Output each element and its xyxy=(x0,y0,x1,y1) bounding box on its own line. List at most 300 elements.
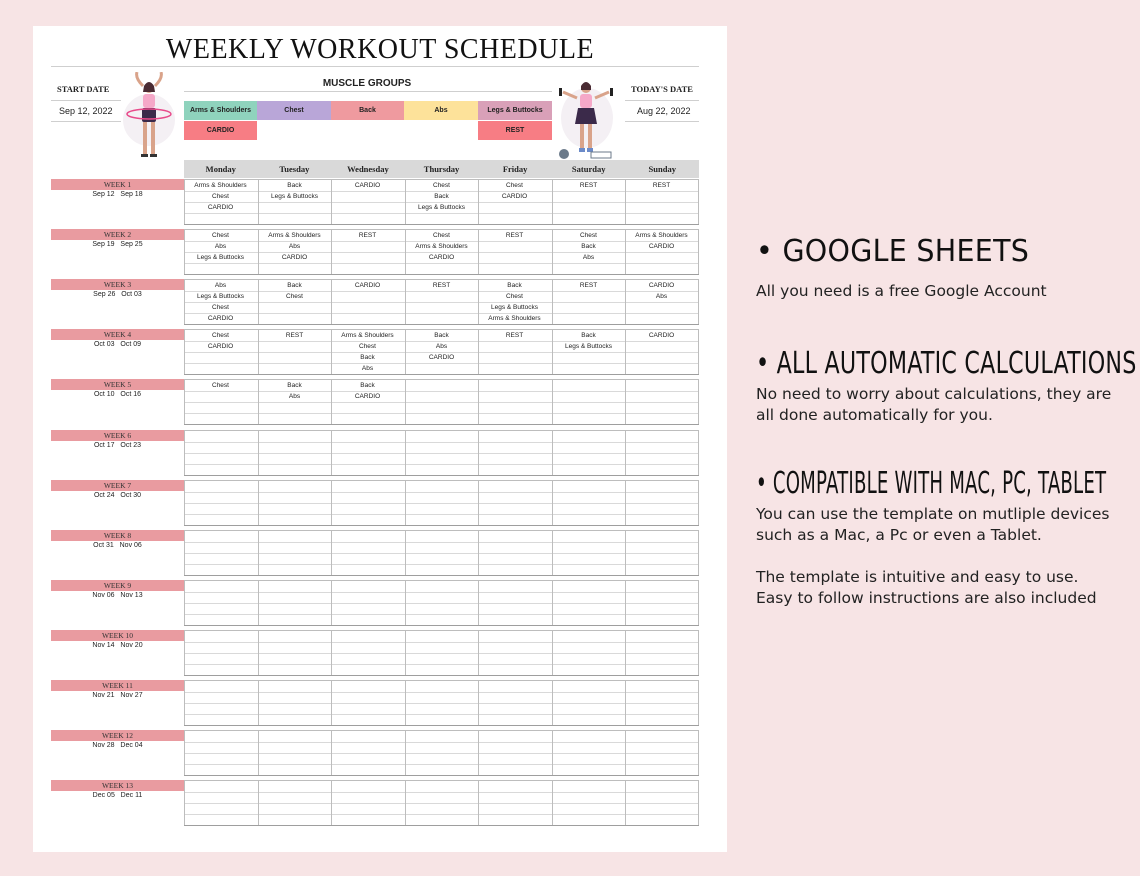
column-divider xyxy=(258,581,259,625)
feature-easy-to-use xyxy=(756,567,1101,609)
schedule-cell[interactable]: Legs & Buttocks xyxy=(491,304,538,311)
schedule-cell[interactable]: REST xyxy=(652,182,671,189)
week-label: WEEK 3 xyxy=(51,279,184,290)
schedule-cell[interactable] xyxy=(331,241,404,252)
schedule-cell[interactable] xyxy=(184,263,257,274)
week-dates: Sep 19 Sep 25 xyxy=(92,241,143,248)
column-divider xyxy=(552,531,553,575)
week-grid xyxy=(184,730,699,776)
schedule-cell[interactable] xyxy=(184,363,257,374)
column-divider xyxy=(331,631,332,675)
schedule-cell[interactable] xyxy=(331,313,404,324)
schedule-cell[interactable] xyxy=(625,202,698,213)
schedule-cell[interactable]: Legs & Buttocks xyxy=(418,204,465,211)
column-divider xyxy=(552,481,553,525)
divider xyxy=(51,100,121,101)
start-date-value[interactable]: Sep 12, 2022 xyxy=(59,106,113,116)
column-divider xyxy=(698,330,699,374)
row-divider xyxy=(184,464,699,465)
schedule-cell[interactable] xyxy=(405,380,478,391)
schedule-cell[interactable]: Abs xyxy=(582,254,595,261)
schedule-cell[interactable] xyxy=(625,252,698,263)
muscle-groups-title: MUSCLE GROUPS xyxy=(322,78,412,89)
schedule-cell[interactable] xyxy=(478,352,551,363)
column-divider xyxy=(698,681,699,725)
row-divider xyxy=(184,553,699,554)
schedule-cell[interactable] xyxy=(405,363,478,374)
schedule-cell[interactable]: Chest xyxy=(359,343,376,350)
column-divider xyxy=(405,431,406,475)
column-divider xyxy=(698,230,699,274)
schedule-cell[interactable]: Arms & Shoulders xyxy=(268,232,321,239)
week-label: WEEK 10 xyxy=(51,630,184,641)
day-header: Thursday xyxy=(423,164,460,174)
schedule-cell[interactable]: Chest xyxy=(506,182,523,189)
column-divider xyxy=(184,531,185,575)
divider xyxy=(625,121,699,122)
schedule-cell[interactable] xyxy=(625,191,698,202)
schedule-cell[interactable] xyxy=(258,313,331,324)
muscle-group-abs: Abs xyxy=(404,101,478,120)
schedule-cell[interactable] xyxy=(258,213,331,224)
schedule-sheet xyxy=(33,26,727,852)
schedule-cell[interactable] xyxy=(478,363,551,374)
feature-automatic-calculations xyxy=(756,346,1140,426)
row-divider xyxy=(184,542,699,543)
week-dates: Sep 26 Oct 03 xyxy=(93,291,142,298)
column-divider xyxy=(698,431,699,475)
schedule-cell[interactable] xyxy=(258,341,331,352)
schedule-cell[interactable] xyxy=(258,352,331,363)
schedule-cell[interactable] xyxy=(405,313,478,324)
row-divider xyxy=(184,453,699,454)
muscle-group-rest: REST xyxy=(478,121,552,140)
column-divider xyxy=(184,781,185,825)
schedule-cell[interactable] xyxy=(405,391,478,402)
week-grid xyxy=(184,680,699,726)
week-dates: Oct 10 Oct 16 xyxy=(93,391,142,398)
schedule-cell[interactable] xyxy=(552,191,625,202)
row-divider xyxy=(184,803,699,804)
schedule-cell[interactable] xyxy=(184,213,257,224)
column-divider xyxy=(405,481,406,525)
schedule-cell[interactable] xyxy=(258,363,331,374)
title-divider xyxy=(51,66,699,67)
week-label: WEEK 11 xyxy=(51,680,184,691)
column-divider xyxy=(698,481,699,525)
column-divider xyxy=(331,431,332,475)
schedule-cell[interactable] xyxy=(625,313,698,324)
schedule-cell[interactable] xyxy=(625,352,698,363)
column-divider xyxy=(405,581,406,625)
schedule-cell[interactable] xyxy=(478,402,551,413)
week-grid xyxy=(184,379,699,425)
schedule-cell[interactable] xyxy=(625,380,698,391)
schedule-cell[interactable] xyxy=(331,213,404,224)
schedule-cell[interactable] xyxy=(625,302,698,313)
column-divider xyxy=(625,581,626,625)
divider xyxy=(184,91,552,92)
schedule-cell[interactable]: REST xyxy=(505,332,524,339)
schedule-cell[interactable]: Chest xyxy=(212,382,229,389)
column-divider xyxy=(405,731,406,775)
row-divider xyxy=(184,642,699,643)
column-divider xyxy=(698,180,699,224)
divider xyxy=(51,121,121,122)
feature-heading: • GOOGLE SHEETS xyxy=(756,234,1030,269)
week-label: WEEK 12 xyxy=(51,730,184,741)
column-divider xyxy=(258,631,259,675)
column-divider xyxy=(698,531,699,575)
column-divider xyxy=(331,581,332,625)
day-header: Sunday xyxy=(648,164,676,174)
column-divider xyxy=(405,531,406,575)
column-divider xyxy=(184,481,185,525)
divider xyxy=(625,100,699,101)
week-grid xyxy=(184,630,699,676)
schedule-cell[interactable]: CARDIO xyxy=(354,393,381,400)
schedule-cell[interactable]: Chest xyxy=(433,232,450,239)
schedule-cell[interactable] xyxy=(478,213,551,224)
schedule-cell[interactable]: Arms & Shoulders xyxy=(415,243,468,250)
muscle-group-chest: Chest xyxy=(257,101,331,120)
column-divider xyxy=(478,431,479,475)
schedule-cell[interactable]: Arms & Shoulders xyxy=(635,232,688,239)
day-header: Monday xyxy=(205,164,236,174)
row-divider xyxy=(184,514,699,515)
column-divider xyxy=(478,681,479,725)
column-divider xyxy=(258,731,259,775)
column-divider xyxy=(698,280,699,324)
column-divider xyxy=(478,481,479,525)
feature-text: The template is intuitive and easy to use. Easy to follow instructions are also included xyxy=(756,568,1097,607)
column-divider xyxy=(331,781,332,825)
column-divider xyxy=(184,681,185,725)
schedule-cell[interactable] xyxy=(331,252,404,263)
schedule-cell[interactable] xyxy=(405,302,478,313)
column-divider xyxy=(552,631,553,675)
schedule-cell[interactable]: CARDIO xyxy=(354,182,381,189)
row-divider xyxy=(184,792,699,793)
row-divider xyxy=(184,614,699,615)
row-divider xyxy=(184,814,699,815)
column-divider xyxy=(625,681,626,725)
schedule-cell[interactable]: CARDIO xyxy=(648,282,675,289)
week-dates: Oct 17 Oct 23 xyxy=(93,442,142,449)
schedule-cell[interactable] xyxy=(405,413,478,424)
schedule-cell[interactable]: Abs xyxy=(361,365,374,372)
todays-date-label: TODAY'S DATE xyxy=(631,84,693,94)
column-divider xyxy=(552,681,553,725)
schedule-cell[interactable] xyxy=(552,302,625,313)
column-divider xyxy=(405,631,406,675)
week-grid xyxy=(184,279,699,325)
column-divider xyxy=(552,581,553,625)
week-label: WEEK 13 xyxy=(51,780,184,791)
column-divider xyxy=(698,781,699,825)
row-divider xyxy=(184,703,699,704)
column-divider xyxy=(331,731,332,775)
schedule-cell[interactable] xyxy=(331,191,404,202)
page-title: WEEKLY WORKOUT SCHEDULE xyxy=(165,34,595,65)
feature-heading: • ALL AUTOMATIC CALCULATIONS xyxy=(756,346,1137,381)
feature-text: You can use the template on mutliple devices such as a Mac, a Pc or even a Tablet. xyxy=(756,505,1110,544)
column-divider xyxy=(258,481,259,525)
column-divider xyxy=(552,731,553,775)
week-label: WEEK 4 xyxy=(51,329,184,340)
schedule-cell[interactable] xyxy=(552,263,625,274)
column-divider xyxy=(478,581,479,625)
day-header: Wednesday xyxy=(347,164,389,174)
schedule-cell[interactable] xyxy=(625,213,698,224)
schedule-cell[interactable]: CARDIO xyxy=(648,332,675,339)
schedule-cell[interactable] xyxy=(625,341,698,352)
schedule-cell[interactable]: Arms & Shoulders xyxy=(488,315,541,322)
schedule-cell[interactable] xyxy=(552,313,625,324)
schedule-cell[interactable] xyxy=(405,291,478,302)
schedule-cell[interactable]: CARDIO xyxy=(648,243,675,250)
week-dates: Sep 12 Sep 18 xyxy=(92,191,143,198)
column-divider xyxy=(405,681,406,725)
schedule-cell[interactable] xyxy=(625,413,698,424)
column-divider xyxy=(625,431,626,475)
schedule-cell[interactable]: REST xyxy=(579,182,598,189)
week-dates: Oct 03 Oct 09 xyxy=(93,341,142,348)
schedule-cell[interactable]: Arms & Shoulders xyxy=(341,332,394,339)
column-divider xyxy=(625,481,626,525)
row-divider xyxy=(184,492,699,493)
schedule-cell[interactable]: Abs xyxy=(288,393,301,400)
schedule-cell[interactable]: Legs & Buttocks xyxy=(197,254,244,261)
schedule-cell[interactable] xyxy=(331,202,404,213)
column-divider xyxy=(625,531,626,575)
schedule-cell[interactable]: Chest xyxy=(506,293,523,300)
week-dates: Oct 24 Oct 30 xyxy=(93,492,142,499)
schedule-cell[interactable]: CARDIO xyxy=(281,254,308,261)
schedule-cell[interactable] xyxy=(405,402,478,413)
schedule-cell[interactable] xyxy=(258,413,331,424)
schedule-cell[interactable]: Back xyxy=(581,243,596,250)
week-dates: Nov 14 Nov 20 xyxy=(92,642,143,649)
week-grid xyxy=(184,179,699,225)
schedule-cell[interactable] xyxy=(258,263,331,274)
schedule-cell[interactable] xyxy=(331,302,404,313)
week-grid xyxy=(184,329,699,375)
schedule-cell[interactable]: Abs xyxy=(655,293,668,300)
row-divider xyxy=(184,442,699,443)
column-divider xyxy=(405,781,406,825)
week-grid xyxy=(184,480,699,526)
column-divider xyxy=(331,531,332,575)
column-divider xyxy=(552,431,553,475)
schedule-cell[interactable] xyxy=(478,252,551,263)
feature-text: No need to worry about calculations, they are all done automatically for you. xyxy=(756,385,1112,424)
schedule-cell[interactable]: Abs xyxy=(214,282,227,289)
column-divider xyxy=(258,681,259,725)
schedule-cell[interactable]: Chest xyxy=(286,293,303,300)
schedule-cell[interactable] xyxy=(258,202,331,213)
schedule-cell[interactable] xyxy=(478,341,551,352)
schedule-cell[interactable] xyxy=(478,413,551,424)
schedule-cell[interactable] xyxy=(331,402,404,413)
week-label: WEEK 6 xyxy=(51,430,184,441)
week-grid xyxy=(184,580,699,626)
todays-date-value[interactable]: Aug 22, 2022 xyxy=(637,106,691,116)
schedule-cell[interactable] xyxy=(331,291,404,302)
schedule-cell[interactable]: REST xyxy=(579,282,598,289)
column-divider xyxy=(552,781,553,825)
schedule-cell[interactable] xyxy=(258,302,331,313)
schedule-cell[interactable] xyxy=(258,402,331,413)
schedule-cell[interactable] xyxy=(625,263,698,274)
schedule-cell[interactable] xyxy=(552,413,625,424)
schedule-cell[interactable]: Back xyxy=(434,193,449,200)
schedule-cell[interactable]: CARDIO xyxy=(207,343,234,350)
schedule-cell[interactable] xyxy=(552,363,625,374)
schedule-cell[interactable]: Chest xyxy=(212,193,229,200)
schedule-cell[interactable]: Legs & Buttocks xyxy=(271,193,318,200)
schedule-cell[interactable]: Chest xyxy=(433,182,450,189)
column-divider xyxy=(258,531,259,575)
schedule-cell[interactable]: Chest xyxy=(212,332,229,339)
schedule-cell[interactable] xyxy=(478,263,551,274)
schedule-cell[interactable] xyxy=(184,352,257,363)
week-grid xyxy=(184,229,699,275)
schedule-cell[interactable]: Chest xyxy=(212,304,229,311)
row-divider xyxy=(184,753,699,754)
schedule-cell[interactable] xyxy=(552,352,625,363)
row-divider xyxy=(184,603,699,604)
schedule-cell[interactable] xyxy=(478,241,551,252)
column-divider xyxy=(184,731,185,775)
schedule-cell[interactable] xyxy=(478,202,551,213)
feature-compatibility xyxy=(756,466,1140,546)
feature-text: All you need is a free Google Account xyxy=(756,282,1047,300)
schedule-cell[interactable]: Back xyxy=(360,354,375,361)
hula-hoop-woman-illustration xyxy=(121,72,177,164)
schedule-cell[interactable] xyxy=(331,263,404,274)
schedule-cell[interactable]: Legs & Buttocks xyxy=(197,293,244,300)
schedule-cell[interactable]: REST xyxy=(285,332,304,339)
muscle-group-legs-buttocks: Legs & Buttocks xyxy=(478,101,552,120)
schedule-cell[interactable] xyxy=(625,363,698,374)
muscle-group-cardio: CARDIO xyxy=(184,121,257,140)
schedule-cell[interactable]: CARDIO xyxy=(207,204,234,211)
schedule-cell[interactable] xyxy=(552,291,625,302)
schedule-cell[interactable] xyxy=(552,402,625,413)
week-dates: Nov 21 Nov 27 xyxy=(92,692,143,699)
week-grid xyxy=(184,530,699,576)
schedule-cell[interactable]: CARDIO xyxy=(428,254,455,261)
week-label: WEEK 1 xyxy=(51,179,184,190)
schedule-cell[interactable]: CARDIO xyxy=(354,282,381,289)
column-divider xyxy=(478,731,479,775)
schedule-cell[interactable] xyxy=(552,380,625,391)
schedule-cell[interactable] xyxy=(405,263,478,274)
schedule-cell[interactable]: CARDIO xyxy=(207,315,234,322)
week-grid xyxy=(184,430,699,476)
dumbbell-woman-illustration xyxy=(555,74,617,160)
column-divider xyxy=(625,631,626,675)
schedule-cell[interactable] xyxy=(184,391,257,402)
schedule-cell[interactable] xyxy=(184,402,257,413)
column-divider xyxy=(331,681,332,725)
column-divider xyxy=(625,781,626,825)
schedule-cell[interactable] xyxy=(625,402,698,413)
column-divider xyxy=(698,731,699,775)
column-divider xyxy=(625,731,626,775)
schedule-cell[interactable] xyxy=(552,213,625,224)
row-divider xyxy=(184,653,699,654)
column-divider xyxy=(478,531,479,575)
schedule-cell[interactable] xyxy=(478,380,551,391)
schedule-cell[interactable]: Back xyxy=(581,332,596,339)
week-label: WEEK 5 xyxy=(51,379,184,390)
row-divider xyxy=(184,564,699,565)
column-divider xyxy=(331,481,332,525)
schedule-cell[interactable]: Abs xyxy=(288,243,301,250)
schedule-cell[interactable]: Abs xyxy=(435,343,448,350)
schedule-cell[interactable]: Chest xyxy=(212,232,229,239)
row-divider xyxy=(184,742,699,743)
column-divider xyxy=(258,431,259,475)
schedule-cell[interactable]: Arms & Shoulders xyxy=(194,182,247,189)
week-dates: Dec 05 Dec 11 xyxy=(92,792,143,799)
feature-google-sheets xyxy=(756,234,1047,302)
schedule-cell[interactable] xyxy=(552,202,625,213)
schedule-cell[interactable]: Abs xyxy=(214,243,227,250)
schedule-cell[interactable]: Back xyxy=(507,282,522,289)
schedule-cell[interactable] xyxy=(478,391,551,402)
column-divider xyxy=(698,631,699,675)
schedule-cell[interactable]: REST xyxy=(358,232,377,239)
schedule-cell[interactable]: CARDIO xyxy=(501,193,528,200)
muscle-group-back: Back xyxy=(331,101,404,120)
week-label: WEEK 2 xyxy=(51,229,184,240)
schedule-cell[interactable]: Back xyxy=(434,332,449,339)
schedule-cell[interactable]: Back xyxy=(287,182,302,189)
week-dates: Nov 28 Dec 04 xyxy=(92,742,143,749)
schedule-cell[interactable]: REST xyxy=(505,232,524,239)
row-divider xyxy=(184,664,699,665)
schedule-cell[interactable]: Back xyxy=(287,282,302,289)
row-divider xyxy=(184,764,699,765)
week-grid xyxy=(184,780,699,826)
schedule-cell[interactable]: Back xyxy=(287,382,302,389)
row-divider xyxy=(184,592,699,593)
schedule-cell[interactable] xyxy=(625,391,698,402)
column-divider xyxy=(258,781,259,825)
row-divider xyxy=(184,692,699,693)
day-header: Friday xyxy=(502,164,528,174)
schedule-cell[interactable] xyxy=(405,213,478,224)
feature-heading: • COMPATIBLE WITH MAC, PC, TABLET xyxy=(756,466,1107,501)
row-divider xyxy=(184,503,699,504)
column-divider xyxy=(184,581,185,625)
schedule-cell[interactable]: Chest xyxy=(580,232,597,239)
schedule-cell[interactable]: REST xyxy=(432,282,451,289)
schedule-cell[interactable] xyxy=(552,391,625,402)
schedule-cell[interactable]: CARDIO xyxy=(428,354,455,361)
week-label: WEEK 9 xyxy=(51,580,184,591)
schedule-cell[interactable] xyxy=(331,413,404,424)
schedule-cell[interactable] xyxy=(184,413,257,424)
start-date-label: START DATE xyxy=(57,84,110,94)
schedule-cell[interactable]: Back xyxy=(360,382,375,389)
week-label: WEEK 7 xyxy=(51,480,184,491)
column-divider xyxy=(478,781,479,825)
schedule-cell[interactable]: Legs & Buttocks xyxy=(565,343,612,350)
